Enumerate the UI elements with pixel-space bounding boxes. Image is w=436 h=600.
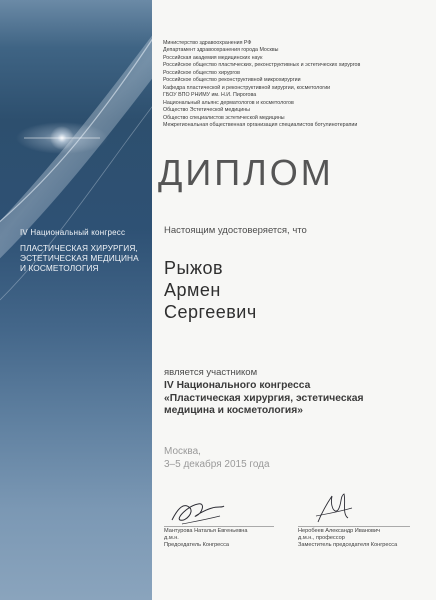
sidebar-congress-name xyxy=(20,243,145,273)
congress-title-line: медицина и косметология» xyxy=(164,405,303,416)
organizer-item: Министерство здравоохранения РФ xyxy=(163,40,252,46)
left-signature-graphic xyxy=(168,494,228,528)
diploma-title: ДИПЛОМ xyxy=(158,152,334,193)
right-signatory xyxy=(298,528,397,550)
organizer-item: Российская академия медицинских наук xyxy=(163,54,263,61)
certify-text: Настоящим удостоверяется, что xyxy=(164,225,307,236)
left-signatory-degree: д.м.н. xyxy=(164,535,179,542)
organizer-item: Национальный альянс дерматологов и косметологов xyxy=(163,99,294,106)
light-flare-graphic xyxy=(0,0,152,600)
organizer-item: Межрегиональная общественная организация специалистов ботулинотерапии xyxy=(163,121,358,128)
sidebar-congress-line: И КОСМЕТОЛОГИЯ xyxy=(20,263,99,273)
right-signatory-role: Заместитель председателя Конгресса xyxy=(298,542,398,549)
place-city: Москва, xyxy=(164,446,201,457)
right-signature-graphic xyxy=(312,492,356,528)
left-signatory-role: Председатель Конгресса xyxy=(164,542,230,549)
event-dates: 3–5 декабря 2015 года xyxy=(164,458,270,470)
organizer-item: Общество специалистов эстетической медицины xyxy=(163,114,285,121)
decorative-side-band xyxy=(0,0,152,600)
recipient-first-name: Армен xyxy=(164,280,221,300)
organizer-item: ГБОУ ВПО РНИМУ им. Н.И. Пирогова xyxy=(163,92,257,99)
sidebar-congress-line: ЭСТЕТИЧЕСКАЯ МЕДИЦИНА xyxy=(20,253,139,263)
organizer-item: Департамент здравоохранения города Москвы xyxy=(163,47,279,54)
right-signatory-name: Неробеев Александр Иванович xyxy=(298,528,381,534)
congress-title-line: «Пластическая хирургия, эстетическая xyxy=(164,392,364,404)
organizers-list xyxy=(163,40,428,129)
participant-text: является участником xyxy=(164,367,258,378)
organizer-item: Российское общество реконструктивной микрохирургии xyxy=(163,77,301,84)
right-signatory-degree: д.м.н., профессор xyxy=(298,535,345,542)
organizer-item: Общество Эстетической медицины xyxy=(163,107,250,114)
place-and-date xyxy=(164,446,270,471)
organizer-item: Российское общество пластических, реконструктивных и эстетических хирургов xyxy=(163,62,361,69)
left-signatory-name: Мантурова Наталья Евгеньевна xyxy=(164,528,248,534)
right-signature-line xyxy=(298,526,410,527)
recipient-patronymic: Сергеевич xyxy=(164,302,257,322)
organizer-item: Кафедра пластической и реконструктивной хирургии, косметологии xyxy=(163,84,331,91)
congress-title xyxy=(164,380,414,418)
left-signatory xyxy=(164,528,248,550)
congress-title-line: IV Национального конгресса xyxy=(164,380,311,391)
recipient-last-name: Рыжов xyxy=(164,258,224,278)
left-signature-line xyxy=(164,526,274,527)
sidebar-congress-line: ПЛАСТИЧЕСКАЯ ХИРУРГИЯ, xyxy=(20,243,138,253)
sidebar-congress-label: IV Национальный конгресс xyxy=(20,228,126,237)
organizer-item: Российское общество хирургов xyxy=(163,69,240,76)
